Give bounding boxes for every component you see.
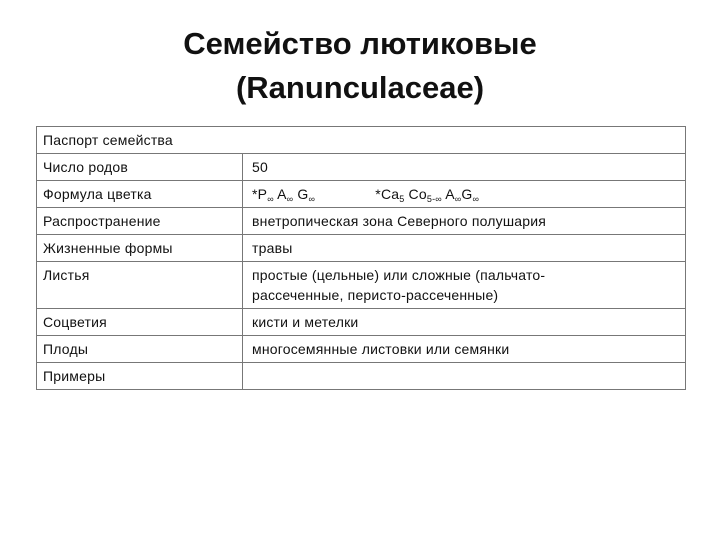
row-value [243,363,686,390]
table-row [37,235,686,262]
row-key: Число родов [37,154,243,181]
value-line: простые (цельные) или сложные (пальчато- [252,267,546,283]
table-row [37,154,686,181]
row-value: многосемянные листовки или семянки [243,336,686,363]
formula-sub: 5 [399,194,405,204]
table-row [37,309,686,336]
formula-sub: ∞ [308,194,316,204]
title-line-2: (Ranunculaceae) [235,70,485,105]
row-value: 50 [243,154,686,181]
value-line: рассеченные, перисто-рассеченные) [252,287,499,303]
row-value: травы [243,235,686,262]
table-row [37,181,686,208]
formula-part: G [461,186,473,202]
row-key: Формула цветка [37,181,243,208]
row-value: внетропическая зона Северного полушария [243,208,686,235]
formula-part: A [441,186,455,202]
row-key: Примеры [37,363,243,390]
row-key: Распространение [37,208,243,235]
table-header-row [37,127,686,154]
formula-sub: ∞ [286,194,294,204]
formula-part: *P [252,186,268,202]
formula-part: G [293,186,309,202]
row-key: Жизненные формы [37,235,243,262]
title-line-1: Семейство лютиковые [183,26,537,61]
formula-sub: 5-∞ [426,194,442,204]
table-row [37,363,686,390]
row-key: Соцветия [37,309,243,336]
formula-part: *Ca [375,186,400,202]
formula-sub: ∞ [267,194,274,204]
table-header: Паспорт семейства [37,127,686,154]
page-title [0,22,720,110]
formula-sub: ∞ [454,194,462,204]
flower-formula [243,181,686,208]
formula-sub: ∞ [472,194,480,204]
row-key: Листья [37,262,243,309]
table-row [37,262,686,309]
table-row [37,208,686,235]
row-key: Плоды [37,336,243,363]
row-value [243,262,686,309]
formula-part: A [273,186,287,202]
formula-part: Co [404,186,427,202]
family-passport-table [36,126,686,390]
row-value: кисти и метелки [243,309,686,336]
table-row [37,336,686,363]
